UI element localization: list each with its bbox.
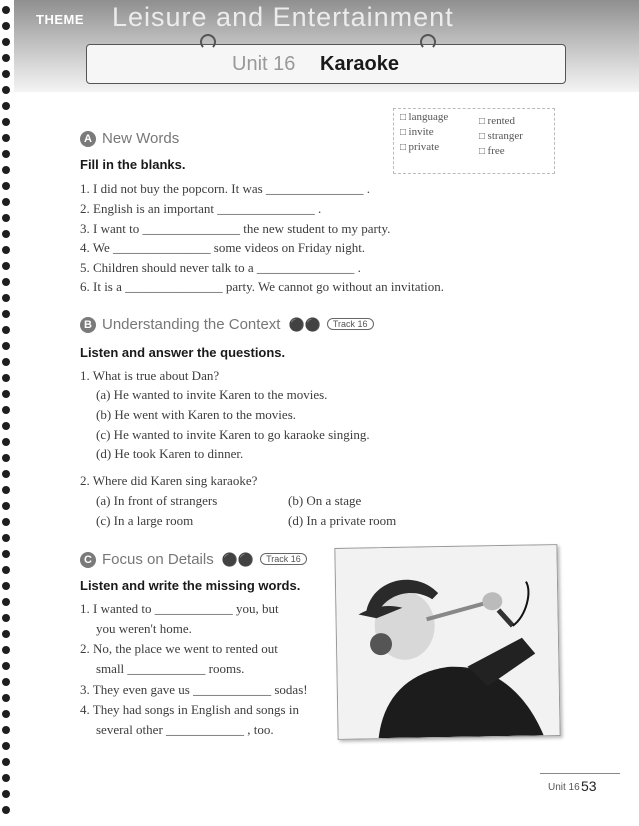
ring-clip-icon <box>200 34 216 50</box>
answer-option: (b) He went with Karen to the movies. <box>96 407 297 422</box>
answer-option: (d) In a private room <box>288 513 397 528</box>
binding-hole <box>2 22 10 30</box>
ring-clip-icon <box>420 34 436 50</box>
word-bank-item: □ invite <box>400 126 434 138</box>
binding-hole <box>2 166 10 174</box>
section-a-instruction: Fill in the blanks. <box>80 157 186 172</box>
fill-blank-item: 3. I want to _______________ the new student to my party. <box>80 221 391 236</box>
binding-hole <box>2 582 10 590</box>
fill-blank-item: 2. English is an important _______________ . <box>80 201 322 216</box>
binding-hole <box>2 614 10 622</box>
answer-option: (d) He took Karen to dinner. <box>96 446 244 461</box>
section-c-title: Focus on Details <box>102 551 214 568</box>
binding-hole <box>2 470 10 478</box>
spiral-binding <box>0 0 14 826</box>
section-c-heading <box>80 551 307 568</box>
word-bank-item: □ private <box>400 141 439 153</box>
binding-hole <box>2 694 10 702</box>
binding-hole <box>2 646 10 654</box>
answer-option: (a) In front of strangers <box>96 493 218 508</box>
binding-hole <box>2 598 10 606</box>
section-c-instruction: Listen and write the missing words. <box>80 578 301 593</box>
missing-word-line: small ____________ rooms. <box>96 661 245 676</box>
binding-hole <box>2 310 10 318</box>
binding-hole <box>2 278 10 286</box>
answer-option: (a) He wanted to invite Karen to the movies. <box>96 387 328 402</box>
theme-badge: THEME <box>36 12 84 27</box>
word-bank-item: □ rented <box>479 115 515 127</box>
binding-hole <box>2 326 10 334</box>
binding-hole <box>2 758 10 766</box>
page-number: 53 <box>581 778 597 794</box>
headphones-icon: ⚫⚫ <box>221 552 255 567</box>
answer-option: (c) In a large room <box>96 513 194 528</box>
binding-hole <box>2 150 10 158</box>
binding-hole <box>2 182 10 190</box>
binding-hole <box>2 518 10 526</box>
question: 1. What is true about Dan? <box>80 368 220 383</box>
karaoke-singer-photo <box>334 544 560 740</box>
missing-word-line: several other ____________ , too. <box>96 722 274 737</box>
missing-word-line: 3. They even gave us ____________ sodas! <box>80 682 308 697</box>
missing-word-line: 4. They had songs in English and songs in <box>80 702 299 717</box>
binding-hole <box>2 246 10 254</box>
binding-hole <box>2 534 10 542</box>
binding-hole <box>2 294 10 302</box>
binding-hole <box>2 134 10 142</box>
section-c-letter: C <box>80 552 96 568</box>
binding-hole <box>2 390 10 398</box>
fill-blank-item: 6. It is a _______________ party. We cannot go without an invitation. <box>80 279 444 294</box>
unit-name: Karaoke <box>320 53 399 75</box>
binding-hole <box>2 198 10 206</box>
section-b-title: Understanding the Context <box>102 316 281 333</box>
fill-blank-item: 1. I did not buy the popcorn. It was _______________ . <box>80 181 370 196</box>
binding-hole <box>2 710 10 718</box>
question: 2. Where did Karen sing karaoke? <box>80 473 258 488</box>
footer-rule <box>540 773 620 774</box>
fill-blank-item: 5. Children should never talk to a _______________ . <box>80 260 361 275</box>
binding-hole <box>2 806 10 814</box>
singer-illustration <box>335 545 559 739</box>
section-b-heading <box>80 316 374 333</box>
binding-hole <box>2 486 10 494</box>
binding-hole <box>2 54 10 62</box>
binding-hole <box>2 406 10 414</box>
binding-hole <box>2 118 10 126</box>
binding-hole <box>2 726 10 734</box>
binding-hole <box>2 790 10 798</box>
track-badge: Track 16 <box>260 553 307 565</box>
word-bank-item: □ language <box>400 111 448 123</box>
binding-hole <box>2 38 10 46</box>
section-a-heading <box>80 130 179 147</box>
answer-option: (b) On a stage <box>288 493 362 508</box>
binding-hole <box>2 6 10 14</box>
binding-hole <box>2 566 10 574</box>
theme-title: Leisure and Entertainment <box>112 2 454 32</box>
missing-word-line: 2. No, the place we went to rented out <box>80 641 278 656</box>
binding-hole <box>2 342 10 350</box>
binding-hole <box>2 86 10 94</box>
answer-option: (c) He wanted to invite Karen to go karaoke singing. <box>96 427 370 442</box>
binding-hole <box>2 374 10 382</box>
headphones-icon: ⚫⚫ <box>288 317 321 332</box>
binding-hole <box>2 774 10 782</box>
word-bank-item: □ stranger <box>479 130 523 142</box>
missing-word-line: 1. I wanted to ____________ you, but <box>80 601 279 616</box>
binding-hole <box>2 662 10 670</box>
binding-hole <box>2 358 10 366</box>
binding-hole <box>2 102 10 110</box>
binding-hole <box>2 550 10 558</box>
track-badge: Track 16 <box>327 318 374 330</box>
binding-hole <box>2 214 10 222</box>
binding-hole <box>2 422 10 430</box>
footer-unit-label: Unit 16 <box>548 782 580 793</box>
binding-hole <box>2 630 10 638</box>
binding-hole <box>2 438 10 446</box>
binding-hole <box>2 262 10 270</box>
binding-hole <box>2 70 10 78</box>
word-bank-item: □ free <box>479 145 505 157</box>
binding-hole <box>2 454 10 462</box>
section-a-title: New Words <box>102 130 180 147</box>
section-b-letter: B <box>80 317 96 333</box>
binding-hole <box>2 230 10 238</box>
missing-word-line: you weren't home. <box>96 621 192 636</box>
fill-blank-item: 4. We _______________ some videos on Friday night. <box>80 240 366 255</box>
binding-hole <box>2 678 10 686</box>
section-a-letter: A <box>80 131 96 147</box>
binding-hole <box>2 502 10 510</box>
unit-label: Unit 16 <box>232 53 296 75</box>
section-b-instruction: Listen and answer the questions. <box>80 345 286 360</box>
binding-hole <box>2 742 10 750</box>
